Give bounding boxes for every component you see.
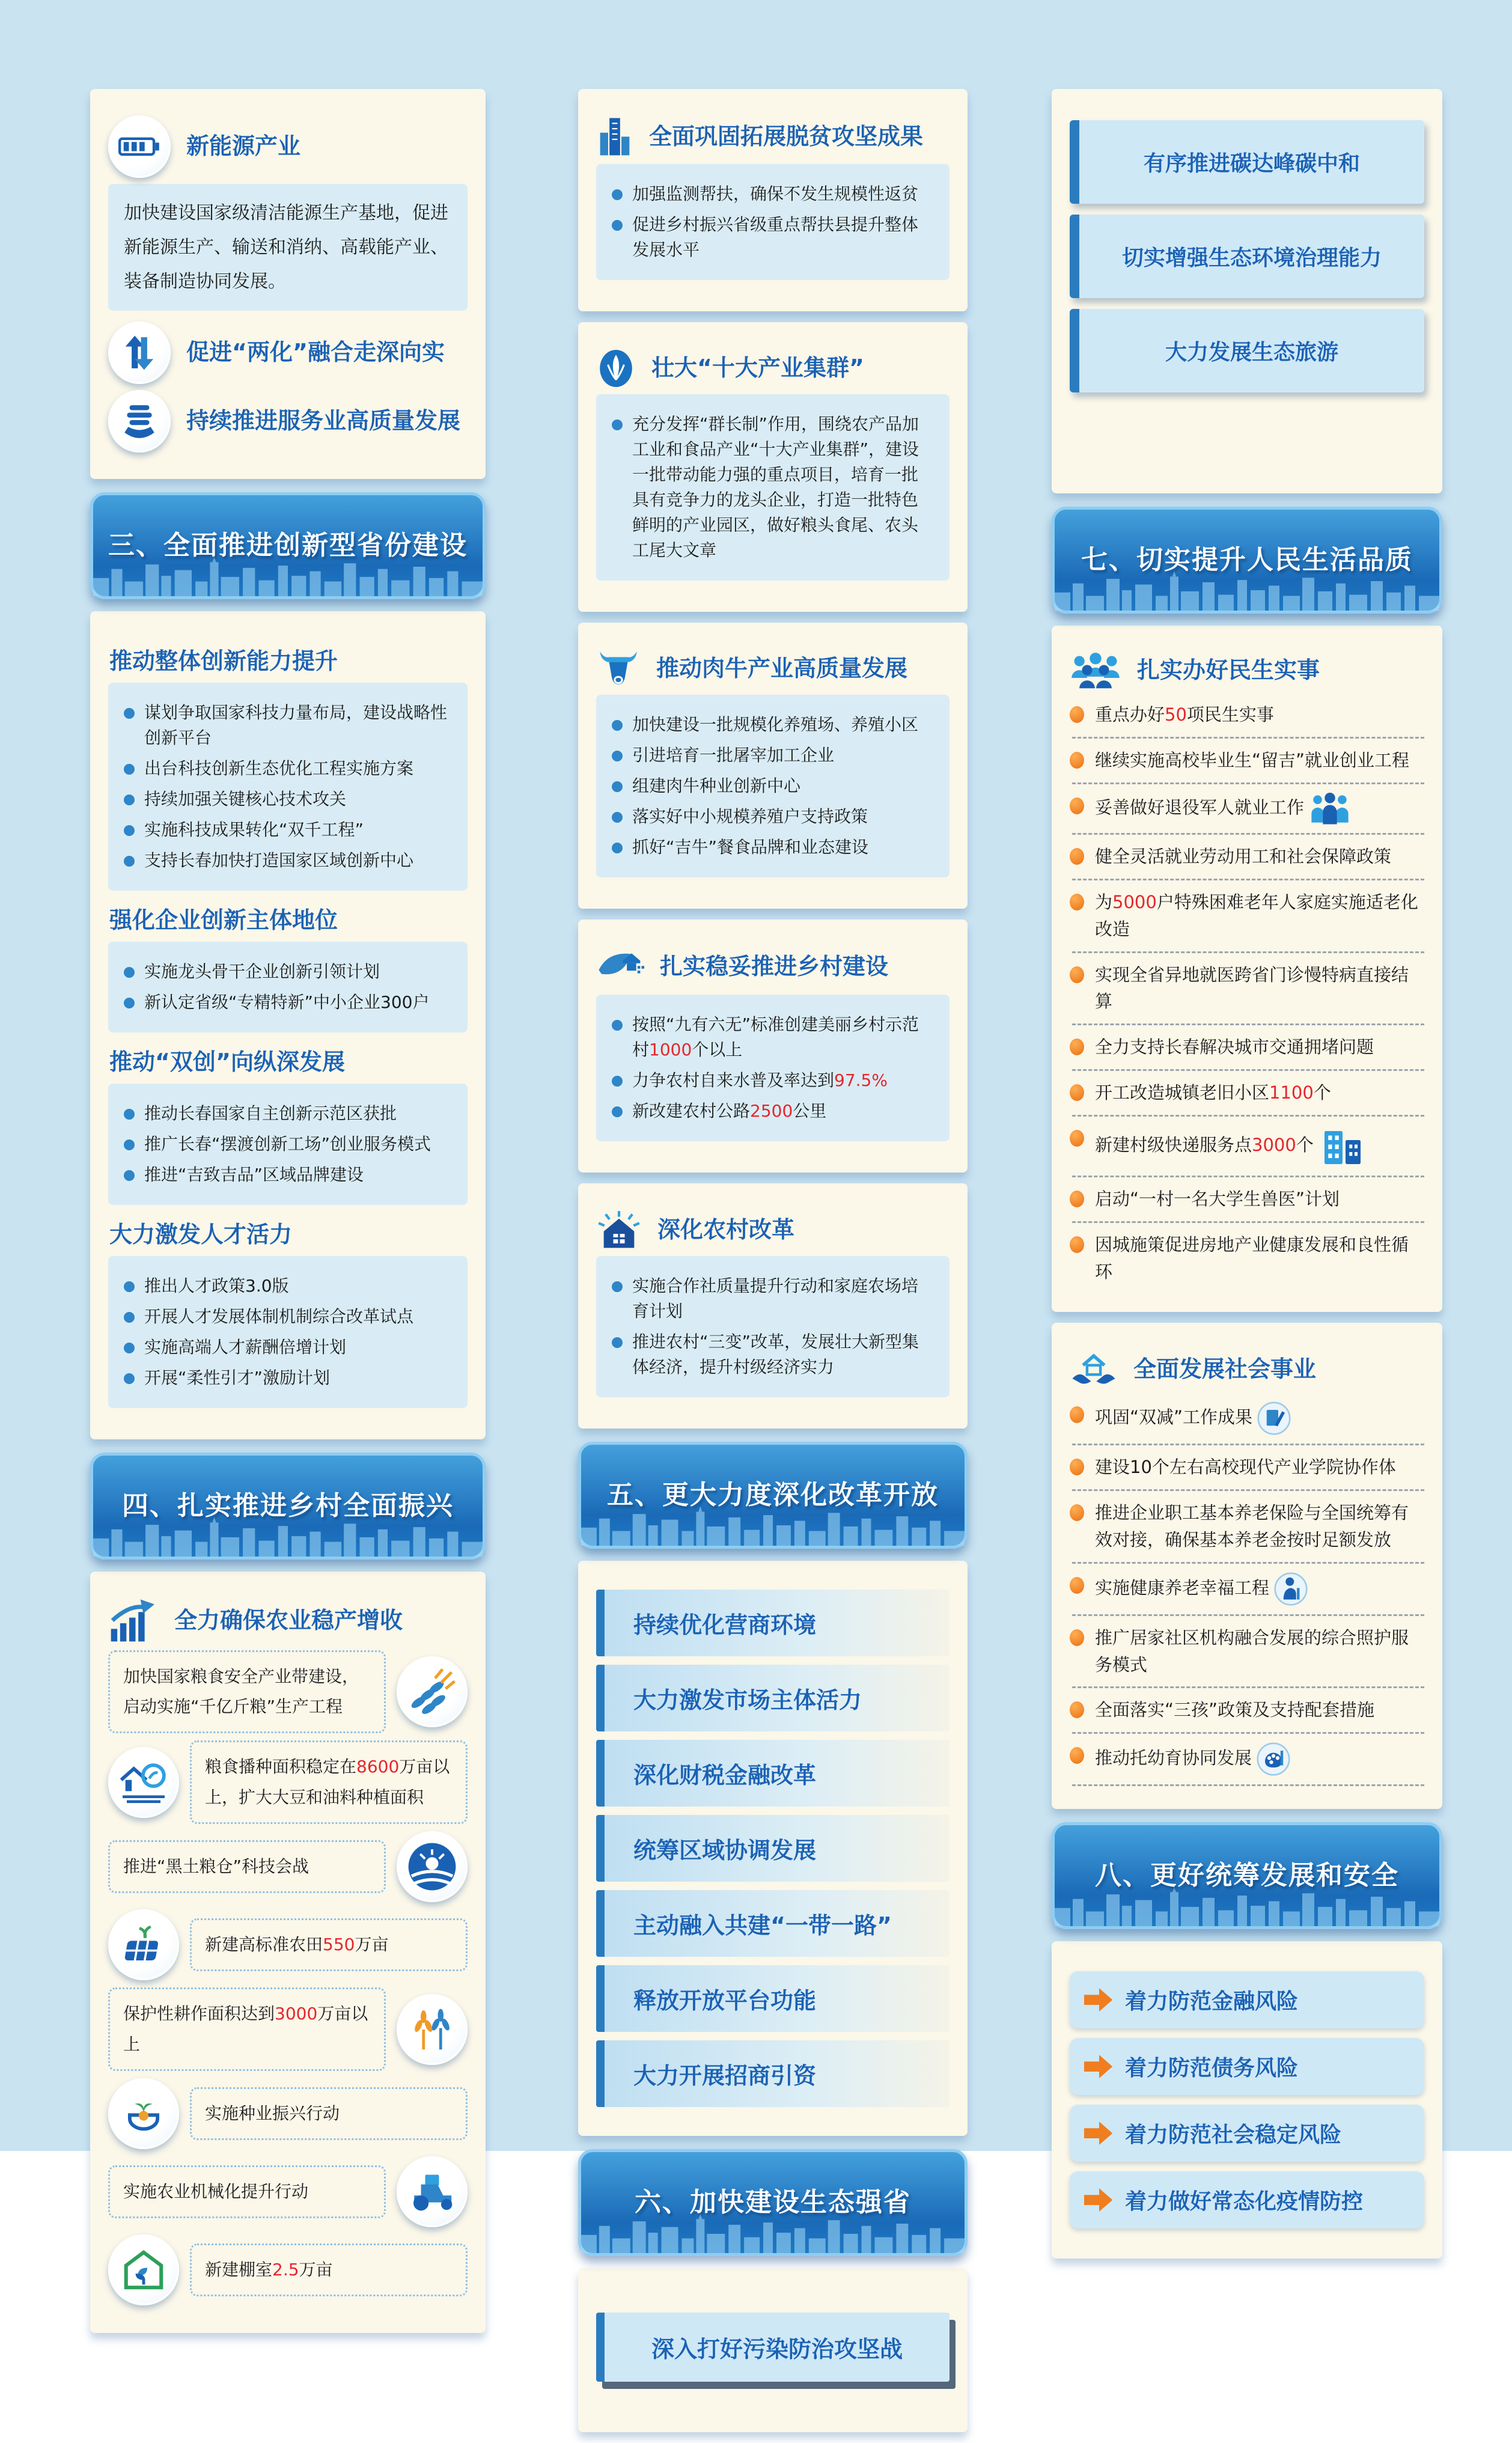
- bullet-dot-icon: [124, 998, 135, 1008]
- list-item: 因城施策促进房地产业健康发展和良性循环: [1070, 1225, 1424, 1292]
- corn-icon: [596, 349, 636, 388]
- bullet-dot-icon: [124, 967, 135, 978]
- list-item: 继续实施高校毕业生“留吉”就业创业工程: [1070, 741, 1424, 780]
- card-title: 深化农村改革: [657, 1216, 795, 1243]
- reform-bar: 统筹区域协调发展: [596, 1815, 950, 1882]
- orange-bullet-icon: [1070, 1747, 1084, 1764]
- city-skyline-icon: [93, 557, 483, 596]
- greenhouse-icon: [108, 2234, 179, 2305]
- solar-panel-icon: [108, 1909, 179, 1980]
- orange-bullet-icon: [1070, 1236, 1084, 1253]
- list-item: [612, 804, 934, 829]
- bullet-dot-icon: [612, 843, 623, 853]
- list-item: [124, 700, 452, 751]
- battery-icon: [108, 115, 171, 178]
- bullet-group: [596, 1256, 950, 1397]
- item-text: 推出人才政策3.0版: [144, 1276, 289, 1296]
- orange-bullet-icon: [1070, 1191, 1084, 1207]
- item-text: 抓好“吉牛”餐食品牌和业态建设: [632, 837, 869, 857]
- title-row: [1070, 652, 1424, 689]
- title-row: [596, 946, 950, 989]
- dashed-divider: [1072, 1614, 1424, 1616]
- risk-bar: 着力防范债务风险: [1070, 2038, 1424, 2095]
- section-title: 五、更大力度深化改革开放: [607, 1479, 939, 1510]
- arrow-right-icon: [1084, 1986, 1114, 2014]
- item-text: 实施科技成果转化“双千工程”: [144, 820, 364, 840]
- orange-bullet-icon: [1070, 1629, 1084, 1646]
- bullet-dot-icon: [612, 751, 623, 761]
- group-heading: 大力激发人才活力: [109, 1221, 293, 1248]
- list-item: 推动托幼育协同发展: [1070, 1736, 1424, 1782]
- bar-chart-up-icon: [108, 1598, 159, 1643]
- card-title: 扎实稳妥推进乡村建设: [660, 953, 889, 980]
- list-item: [124, 1101, 452, 1126]
- bullet-dot-icon: [612, 1337, 623, 1348]
- orange-bullet-icon: [1070, 894, 1084, 910]
- bullet-group: [596, 394, 950, 581]
- reform-bar: 主动融入共建“一带一路”: [596, 1890, 950, 1957]
- list-item: 推进企业职工基本养老保险与全国统筹有效对接，确保基本养老金按时足额发放: [1070, 1493, 1424, 1560]
- list-item: [124, 990, 452, 1015]
- bullet-dot-icon: [612, 1106, 623, 1117]
- bullet-dot-icon: [124, 764, 135, 775]
- column-middle: [578, 89, 968, 2443]
- orange-bullet-icon: [1070, 848, 1084, 865]
- list-item: [612, 212, 934, 263]
- title-row: [1070, 1349, 1424, 1389]
- arrow-right-icon: [1084, 2119, 1114, 2147]
- city-skyline-icon: [1055, 571, 1439, 611]
- list-item: 妥善做好退役军人就业工作: [1070, 787, 1424, 831]
- item-text: 落实好中小规模养殖户支持政策: [632, 806, 868, 826]
- column-right: [1052, 89, 1442, 2269]
- list-item: [612, 773, 934, 799]
- list-item: [612, 1273, 934, 1324]
- dashed-divider: [1072, 1221, 1424, 1223]
- card-title: 持续推进服务业高质量发展: [186, 407, 461, 435]
- bullet-dot-icon: [612, 419, 623, 430]
- list-item: [124, 1365, 452, 1391]
- item-text: 实施龙头骨干企业创新引领计划: [144, 962, 380, 981]
- item-text: 组建肉牛种业创新中心: [632, 775, 801, 796]
- list-item: 实施健康养老幸福工程: [1070, 1566, 1424, 1612]
- card-title: 全面巩固拓展脱贫攻坚成果: [649, 123, 924, 150]
- arrow-right-icon: [1084, 2052, 1114, 2081]
- item-text: 引进培育一批屠宰加工企业: [632, 745, 835, 765]
- paint-palette-icon: [1257, 1742, 1290, 1776]
- card-title: 全面发展社会事业: [1133, 1355, 1317, 1382]
- bullet-dot-icon: [612, 1281, 623, 1292]
- city-buildings-icon: [1318, 1125, 1367, 1167]
- dashed-divider: [1072, 1784, 1424, 1786]
- item-text: 谋划争取国家科技力量布局，建设战略性创新平台: [144, 703, 448, 748]
- fact-text: 推进“黑土粮仓”科技会战: [108, 1840, 386, 1893]
- card-title: 全力确保农业稳产增收: [174, 1606, 403, 1633]
- section-title: 四、扎实推进乡村全面振兴: [122, 1490, 454, 1521]
- item-text: 开展人才发展体制机制综合改革试点: [144, 1307, 414, 1326]
- section-8-header: [1052, 1822, 1442, 1929]
- bullet-dot-icon: [124, 1170, 135, 1181]
- fact-text: 粮食播种面积稳定在8600万亩以上，扩大大豆和油料种植面积: [190, 1740, 468, 1824]
- list-item: 为5000户特殊困难老年人家庭实施适老化改造: [1070, 883, 1424, 949]
- cycle-arrows-icon: [108, 322, 171, 384]
- title-row: [596, 1210, 950, 1251]
- fact-text: 保护性耕作面积达到3000万亩以上: [108, 1987, 386, 2071]
- group-heading: 强化企业创新主体地位: [109, 907, 338, 933]
- list-item: 新建村级快递服务点3000个: [1070, 1119, 1424, 1173]
- card-innovation: [90, 611, 486, 1439]
- bullet-dot-icon: [124, 708, 135, 719]
- farm-house-icon: [108, 1747, 179, 1818]
- fact-text: 加快国家粮食安全产业带建设，启动实施“千亿斤粮”生产工程: [108, 1650, 386, 1734]
- card-agriculture: [90, 1572, 486, 2333]
- orange-bullet-icon: [1070, 1577, 1084, 1594]
- title-row: [108, 115, 468, 178]
- group-heading: 推动整体创新能力提升: [109, 648, 338, 674]
- hands-house-icon: [1070, 1349, 1118, 1389]
- wheat-grain-icon: [397, 1656, 468, 1727]
- section-6-header: [578, 2149, 968, 2256]
- item-text: 推进农村“三变”改革，发展壮大新型集体经济，提升村级经济实力: [632, 1332, 919, 1377]
- bullet-dot-icon: [612, 781, 623, 792]
- dashed-divider: [1072, 1023, 1424, 1025]
- dashed-divider: [1072, 1489, 1424, 1491]
- title-row: [108, 1598, 468, 1643]
- list-item: 按照“九有六无”标准创建美丽乡村示范村1000个以上: [612, 1012, 934, 1063]
- seedling-pot-icon: [108, 2078, 179, 2149]
- risk-bar: 着力做好常态化疫情防控: [1070, 2171, 1424, 2228]
- city-skyline-icon: [581, 1506, 965, 1546]
- item-text: 推动长春国家自主创新示范区获批: [144, 1103, 397, 1123]
- fact-row: [108, 1831, 468, 1902]
- item-text: 出台科技创新生态优化工程实施方案: [144, 758, 414, 778]
- eco-action-bar: 有序推进碳达峰碳中和: [1070, 120, 1424, 204]
- list-item: 全面落实“三孩”政策及支持配套措施: [1070, 1691, 1424, 1730]
- reform-bar: 持续优化营商环境: [596, 1590, 950, 1656]
- list-item: 重点办好50项民生实事: [1070, 695, 1424, 734]
- eco-action-bar: 切实增强生态环境治理能力: [1070, 215, 1424, 298]
- fact-text: 实施种业振兴行动: [190, 2087, 468, 2140]
- card-title: 新能源产业: [186, 133, 301, 160]
- bullet-dot-icon: [612, 1020, 623, 1031]
- orange-bullet-icon: [1070, 706, 1084, 723]
- bullet-group: [108, 942, 468, 1032]
- reform-bar: 深化财税金融改革: [596, 1740, 950, 1807]
- orange-bullet-icon: [1070, 1039, 1084, 1055]
- fact-row: [108, 1650, 468, 1734]
- dashed-divider: [1072, 951, 1424, 953]
- list-item: 启动“一村一名大学生兽医”计划: [1070, 1180, 1424, 1219]
- bullet-group: [596, 695, 950, 877]
- title-row: [596, 349, 950, 388]
- fact-row: [108, 1987, 468, 2071]
- bullet-dot-icon: [124, 825, 135, 836]
- dashed-divider: [1072, 1562, 1424, 1564]
- card-rural-reform: [578, 1183, 968, 1429]
- card-title: 推动肉牛产业高质量发展: [656, 654, 908, 682]
- list-item: [124, 1304, 452, 1329]
- eco-bar: 深入打好污染防治攻坚战: [596, 2313, 950, 2382]
- list-item: [612, 412, 934, 563]
- item-text: 加强监测帮扶，确保不发生规模性返贫: [632, 183, 919, 204]
- people-trio-icon: [1309, 793, 1351, 825]
- orange-bullet-icon: [1070, 798, 1084, 814]
- list-item: [612, 181, 934, 207]
- bullet-group: [596, 995, 950, 1141]
- reform-bar: 大力激发市场主体活力: [596, 1665, 950, 1731]
- group-heading: 推动“双创”向纵深发展: [109, 1049, 345, 1075]
- card-eco-battle: [578, 2268, 968, 2432]
- card-title: 促进“两化”融合走深向实: [186, 339, 445, 366]
- card-village: [578, 920, 968, 1173]
- list-item: 巩固“双减”工作成果: [1070, 1395, 1424, 1441]
- fact-row: [108, 2078, 468, 2149]
- orange-bullet-icon: [1070, 752, 1084, 769]
- list-item: [124, 848, 452, 873]
- house-rays-icon: [596, 1210, 642, 1251]
- column-left: [90, 89, 486, 2344]
- card-title: 扎实办好民生实事: [1137, 657, 1320, 684]
- orange-bullet-icon: [1070, 1130, 1084, 1147]
- bullet-dot-icon: [124, 1343, 135, 1353]
- leaf-house-icon: [596, 946, 644, 989]
- list-item: 建设10个左右高校现代产业学院协作体: [1070, 1448, 1424, 1487]
- bullet-dot-icon: [612, 1076, 623, 1087]
- fact-text: 实施农业机械化提升行动: [108, 2165, 386, 2218]
- item-text: 开展“柔性引才”激励计划: [144, 1368, 331, 1388]
- fact-text: 新建高标准农田550万亩: [190, 1918, 468, 1971]
- card-reform-bars: [578, 1561, 968, 2136]
- fact-row: [108, 1909, 468, 1980]
- item-text: 促进乡村振兴省级重点帮扶县提升整体发展水平: [632, 214, 919, 260]
- bullet-dot-icon: [124, 856, 135, 867]
- bullet-dot-icon: [612, 189, 623, 200]
- item-text: 新认定省级“专精特新”中小企业300户: [144, 992, 430, 1012]
- card-livelihood: [1052, 626, 1442, 1312]
- arrow-right-icon: [1084, 2186, 1114, 2214]
- title-row: [596, 649, 950, 689]
- list-item: [124, 787, 452, 812]
- list-item: 健全灵活就业劳动用工和社会保障政策: [1070, 837, 1424, 876]
- list-item: [124, 959, 452, 984]
- dashed-divider: [1072, 879, 1424, 880]
- fact-text: 新建棚室2.5万亩: [190, 2243, 468, 2296]
- eco-action-bar: 大力发展生态旅游: [1070, 309, 1424, 392]
- list-item: 推广居家社区机构融合发展的综合照护服务模式: [1070, 1618, 1424, 1685]
- list-item: [124, 817, 452, 843]
- card-title: 壮大“十大产业集群”: [651, 355, 864, 382]
- item-text: 充分发挥“群长制”作用，围绕农产品加工业和食品产业“十大产业集群”，建设一批带动能力强的重点项目，培育一批具有竞争力的龙头企业，打造一批特色鲜明的产业园区，做好粮头食尾、农头工尾大文章: [632, 413, 919, 560]
- section-title: 三、全面推进创新型省份建设: [108, 529, 468, 561]
- energy-paragraph: 加快建设国家级清洁能源生产基地，促进新能源生产、输送和消纳、高载能产业、装备制造协同发展。: [108, 184, 468, 311]
- sun-field-icon: [397, 1831, 468, 1902]
- orange-bullet-icon: [1070, 966, 1084, 983]
- bullet-dot-icon: [612, 220, 623, 231]
- list-item: [124, 756, 452, 781]
- list-item: 力争农村自来水普及率达到97.5%: [612, 1068, 934, 1093]
- title-row: [108, 322, 468, 384]
- orange-bullet-icon: [1070, 1504, 1084, 1521]
- item-text: 推广长春“摆渡创新工场”创业服务模式: [144, 1134, 431, 1154]
- bullet-dot-icon: [612, 720, 623, 731]
- document-pen-icon: [1257, 1401, 1291, 1435]
- card-poverty: [578, 89, 968, 311]
- fact-row: [108, 1740, 468, 1824]
- list-item: 全力支持长春解决城市交通拥堵问题: [1070, 1028, 1424, 1067]
- bull-icon: [596, 649, 641, 689]
- section-7-header: [1052, 507, 1442, 614]
- dashed-divider: [1072, 1732, 1424, 1734]
- risk-bar: 着力防范金融风险: [1070, 1971, 1424, 2028]
- section-4-header: [90, 1453, 486, 1560]
- list-item: [124, 1273, 452, 1299]
- section-title: 八、更好统筹发展和安全: [1095, 1859, 1399, 1891]
- risk-bar: 着力防范社会稳定风险: [1070, 2105, 1424, 2162]
- item-text: 推进“吉致吉品”区域品牌建设: [144, 1165, 364, 1185]
- service-hand-icon: [108, 390, 171, 453]
- list-item: 开工改造城镇老旧小区1100个: [1070, 1073, 1424, 1112]
- reform-bar: 释放开放平台功能: [596, 1965, 950, 2032]
- card-risks: [1052, 1941, 1442, 2258]
- item-text: 支持长春加快打造国家区域创新中心: [144, 850, 414, 870]
- list-item: [612, 712, 934, 737]
- dashed-divider: [1072, 1444, 1424, 1445]
- dashed-divider: [1072, 833, 1424, 835]
- bullet-dot-icon: [124, 1281, 135, 1292]
- title-row: [108, 390, 468, 453]
- elderly-person-icon: [1274, 1572, 1308, 1606]
- dashed-divider: [1072, 1069, 1424, 1071]
- list-item: 新改建农村公路2500公里: [612, 1099, 934, 1124]
- city-skyline-icon: [581, 2213, 965, 2253]
- city-skyline-icon: [93, 1517, 483, 1557]
- bullet-dot-icon: [124, 1139, 135, 1150]
- section-title: 六、加快建设生态强省: [635, 2186, 911, 2218]
- list-item: [124, 1335, 452, 1360]
- orange-bullet-icon: [1070, 1701, 1084, 1718]
- orange-bullet-icon: [1070, 1406, 1084, 1423]
- dashed-divider: [1072, 782, 1424, 784]
- dashed-divider: [1072, 1115, 1424, 1117]
- city-building-icon: [596, 115, 633, 158]
- list-item: [124, 1162, 452, 1188]
- card-social: [1052, 1323, 1442, 1809]
- bullet-dot-icon: [124, 795, 135, 805]
- card-eco-actions: [1052, 89, 1442, 493]
- bullet-dot-icon: [612, 812, 623, 823]
- section-3-header: [90, 492, 486, 599]
- section-5-header: [578, 1442, 968, 1549]
- item-text: 持续加强关键核心技术攻关: [144, 789, 347, 809]
- list-item: [612, 743, 934, 768]
- dashed-divider: [1072, 1176, 1424, 1177]
- bullet-group: [108, 1256, 468, 1408]
- card-beef: [578, 623, 968, 909]
- title-row: [596, 115, 950, 158]
- fact-row: [108, 2156, 468, 2227]
- card-new-energy: [90, 89, 486, 479]
- bullet-group: [108, 683, 468, 891]
- orange-bullet-icon: [1070, 1459, 1084, 1475]
- list-item: 实现全省异地就医跨省门诊慢特病直接结算: [1070, 956, 1424, 1022]
- list-item: [612, 835, 934, 860]
- orange-bullet-icon: [1070, 1084, 1084, 1101]
- bullet-group: [596, 164, 950, 280]
- list-item: [612, 1329, 934, 1380]
- people-group-icon: [1070, 652, 1121, 689]
- bullet-dot-icon: [124, 1373, 135, 1384]
- bullet-group: [108, 1084, 468, 1205]
- list-item: [124, 1132, 452, 1157]
- bullet-dot-icon: [124, 1109, 135, 1120]
- card-clusters: [578, 322, 968, 612]
- bullet-dot-icon: [124, 1312, 135, 1323]
- tractor-icon: [397, 2156, 468, 2227]
- wheat-stalks-icon: [397, 1994, 468, 2065]
- dashed-divider: [1072, 1686, 1424, 1688]
- item-text: 实施高端人才薪酬倍增计划: [144, 1337, 347, 1357]
- reform-bar: 大力开展招商引资: [596, 2040, 950, 2107]
- section-title: 七、切实提升人民生活品质: [1081, 544, 1413, 575]
- dashed-divider: [1072, 737, 1424, 739]
- item-text: 加快建设一批规模化养殖场、养殖小区: [632, 714, 919, 734]
- item-text: 实施合作社质量提升行动和家庭农场培育计划: [632, 1276, 919, 1322]
- fact-row: [108, 2234, 468, 2305]
- city-skyline-icon: [1055, 1886, 1439, 1926]
